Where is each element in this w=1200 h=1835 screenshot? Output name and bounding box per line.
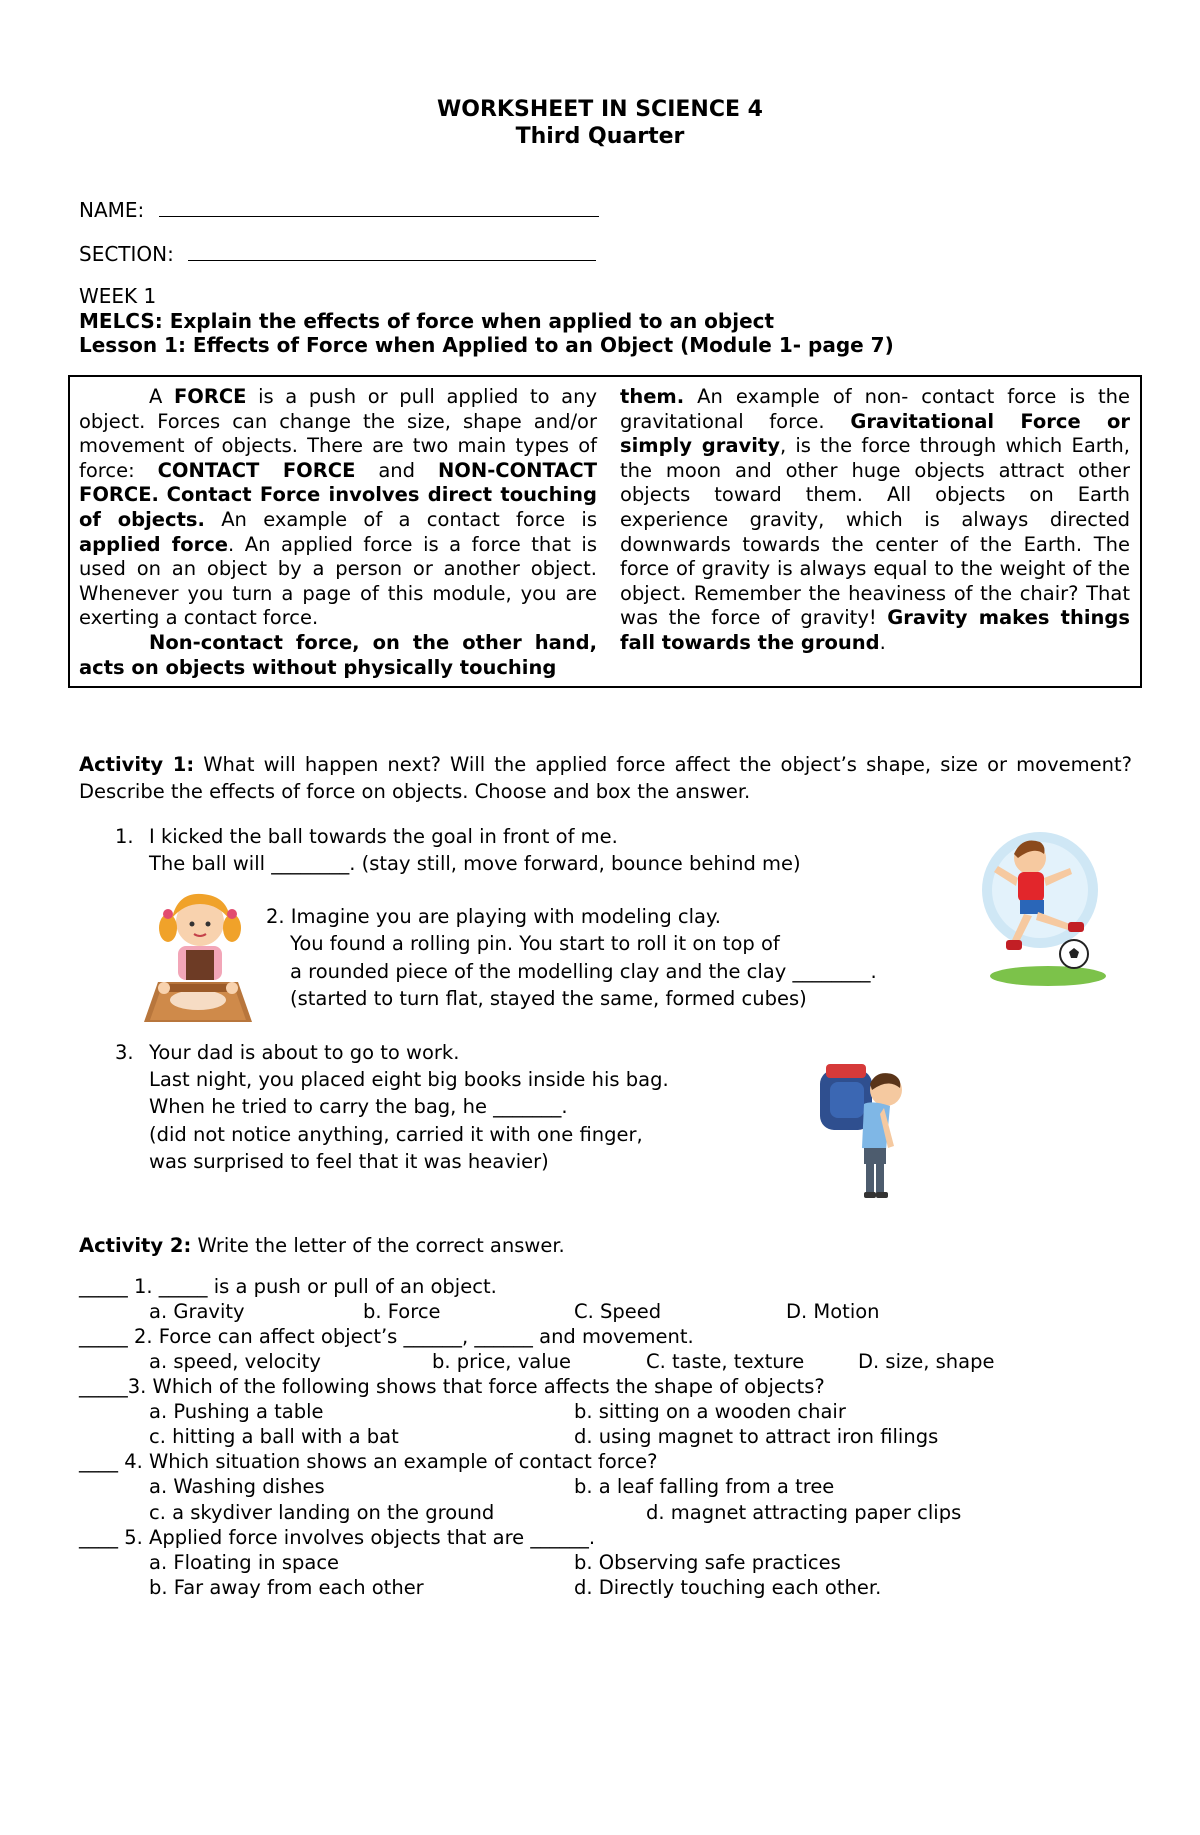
q5-option-b[interactable]: b. Observing safe practices [574,1551,841,1574]
section-label: SECTION: [79,242,174,266]
activity2-question-5: ____ 5. Applied force involves objects that are ______. [79,1526,596,1549]
activity2-instructions: Activity 2: Write the letter of the correct answer. [79,1234,565,1257]
activity1-item2-line2: You found a rolling pin. You start to roll it on top of [290,932,780,955]
name-label: NAME: [79,198,145,222]
q5-option-a[interactable]: a. Floating in space [149,1551,340,1574]
q1-option-a[interactable]: a. Gravity [149,1300,245,1323]
activity1-item2-line3: a rounded piece of the modelling clay and the clay ________. [290,960,877,983]
activity1-instructions: Activity 1: What will happen next? Will the applied force affect the object’s shape, size or movement? Describe the effects of force on objects. Choose and box the answer. [79,753,1132,803]
q5-option-c[interactable]: b. Far away from each other [149,1576,424,1599]
activity1-item2-line1: 2. Imagine you are playing with modeling clay. [266,905,721,928]
activity1-item3-line1: Your dad is about to go to work. [149,1041,460,1064]
clay-girl-illustration [138,888,258,1028]
week-label: WEEK 1 [79,284,157,308]
melcs-text: MELCS: Explain the effects of force when applied to an object [79,309,775,333]
activity1-item1-line2: The ball will ________. (stay still, move forward, bounce behind me) [149,852,801,875]
backpack-boy-illustration [812,1060,952,1200]
name-row [79,198,599,222]
q2-option-c[interactable]: C. taste, texture [646,1350,805,1373]
q4-option-c[interactable]: c. a skydiver landing on the ground [149,1501,495,1524]
q4-option-d[interactable]: d. magnet attracting paper clips [646,1501,962,1524]
soccer-boy-illustration [978,828,1108,988]
reading-paragraph-1: A FORCE is a push or pull applied to any object. Forces can change the size, shape and/or movement of objects. There are two main types of force: CONTACT FORCE and NON-CONTACT FORCE. Contact Force involves direct touching of objects. An example of a contact force is applied force. An applied force is a force that is used on an object by a person or another object. Whenever you turn a page of this module, you are exerting a contact force. [79,385,597,630]
reading-column-right [620,385,1130,656]
worksheet-title: WORKSHEET IN SCIENCE 4 [437,97,763,122]
q2-option-b[interactable]: b. price, value [432,1350,571,1373]
activity1-item3-line3: When he tried to carry the bag, he _______. [149,1095,568,1118]
activity1-item3-number: 3. [115,1041,134,1064]
name-field[interactable] [159,200,599,217]
reading-column-left [79,385,597,680]
reading-paragraph-3: them. An example of non- contact force is the gravitational force. Gravitational Force or simply gravity, is the force through which Earth, the moon and other huge objects attract other objects toward them. All objects on Earth experience gravity, which is always directed downwards towards the center of the Earth. The force of gravity is always equal to the weight of the object. Remember the heaviness of the chair? That was the force of gravity! Gravity makes things fall towards the ground. [620,385,1130,654]
q3-option-d[interactable]: d. using magnet to attract iron filings [574,1425,939,1448]
q3-option-a[interactable]: a. Pushing a table [149,1400,324,1423]
activity2-label: Activity 2: [79,1234,192,1257]
activity1-item3-line4: (did not notice anything, carried it with one finger, [149,1123,643,1146]
activity1-item1-number: 1. [115,825,134,848]
q1-option-c[interactable]: C. Speed [574,1300,662,1323]
q4-option-a[interactable]: a. Washing dishes [149,1475,325,1498]
reading-box [68,375,1142,688]
activity1-label: Activity 1: [79,753,195,776]
reading-paragraph-2: Non-contact force, on the other hand, acts on objects without physically touching [79,630,597,679]
worksheet-subtitle: Third Quarter [515,124,685,149]
section-row [79,242,596,266]
q1-option-b[interactable]: b. Force [363,1300,441,1323]
q1-option-d[interactable]: D. Motion [786,1300,880,1323]
activity2-question-2: _____ 2. Force can affect object’s ______, ______ and movement. [79,1325,694,1348]
activity2-question-1: _____ 1. _____ is a push or pull of an object. [79,1275,497,1298]
q4-option-b[interactable]: b. a leaf falling from a tree [574,1475,835,1498]
activity2-question-3: _____3. Which of the following shows that force affects the shape of objects? [79,1375,825,1398]
section-field[interactable] [188,244,596,261]
activity1-item3-line2: Last night, you placed eight big books inside his bag. [149,1068,669,1091]
q2-option-d[interactable]: D. size, shape [858,1350,995,1373]
activity2-question-4: ____ 4. Which situation shows an example of contact force? [79,1450,658,1473]
q3-option-b[interactable]: b. sitting on a wooden chair [574,1400,846,1423]
q2-option-a[interactable]: a. speed, velocity [149,1350,321,1373]
q3-option-c[interactable]: c. hitting a ball with a bat [149,1425,399,1448]
q5-option-d[interactable]: d. Directly touching each other. [574,1576,882,1599]
activity1-item2-line4: (started to turn flat, stayed the same, formed cubes) [290,987,807,1010]
activity1-item3-line5: was surprised to feel that it was heavier) [149,1150,549,1173]
lesson-title: Lesson 1: Effects of Force when Applied to an Object (Module 1- page 7) [79,333,894,357]
activity1-item1-line1: I kicked the ball towards the goal in front of me. [149,825,618,848]
